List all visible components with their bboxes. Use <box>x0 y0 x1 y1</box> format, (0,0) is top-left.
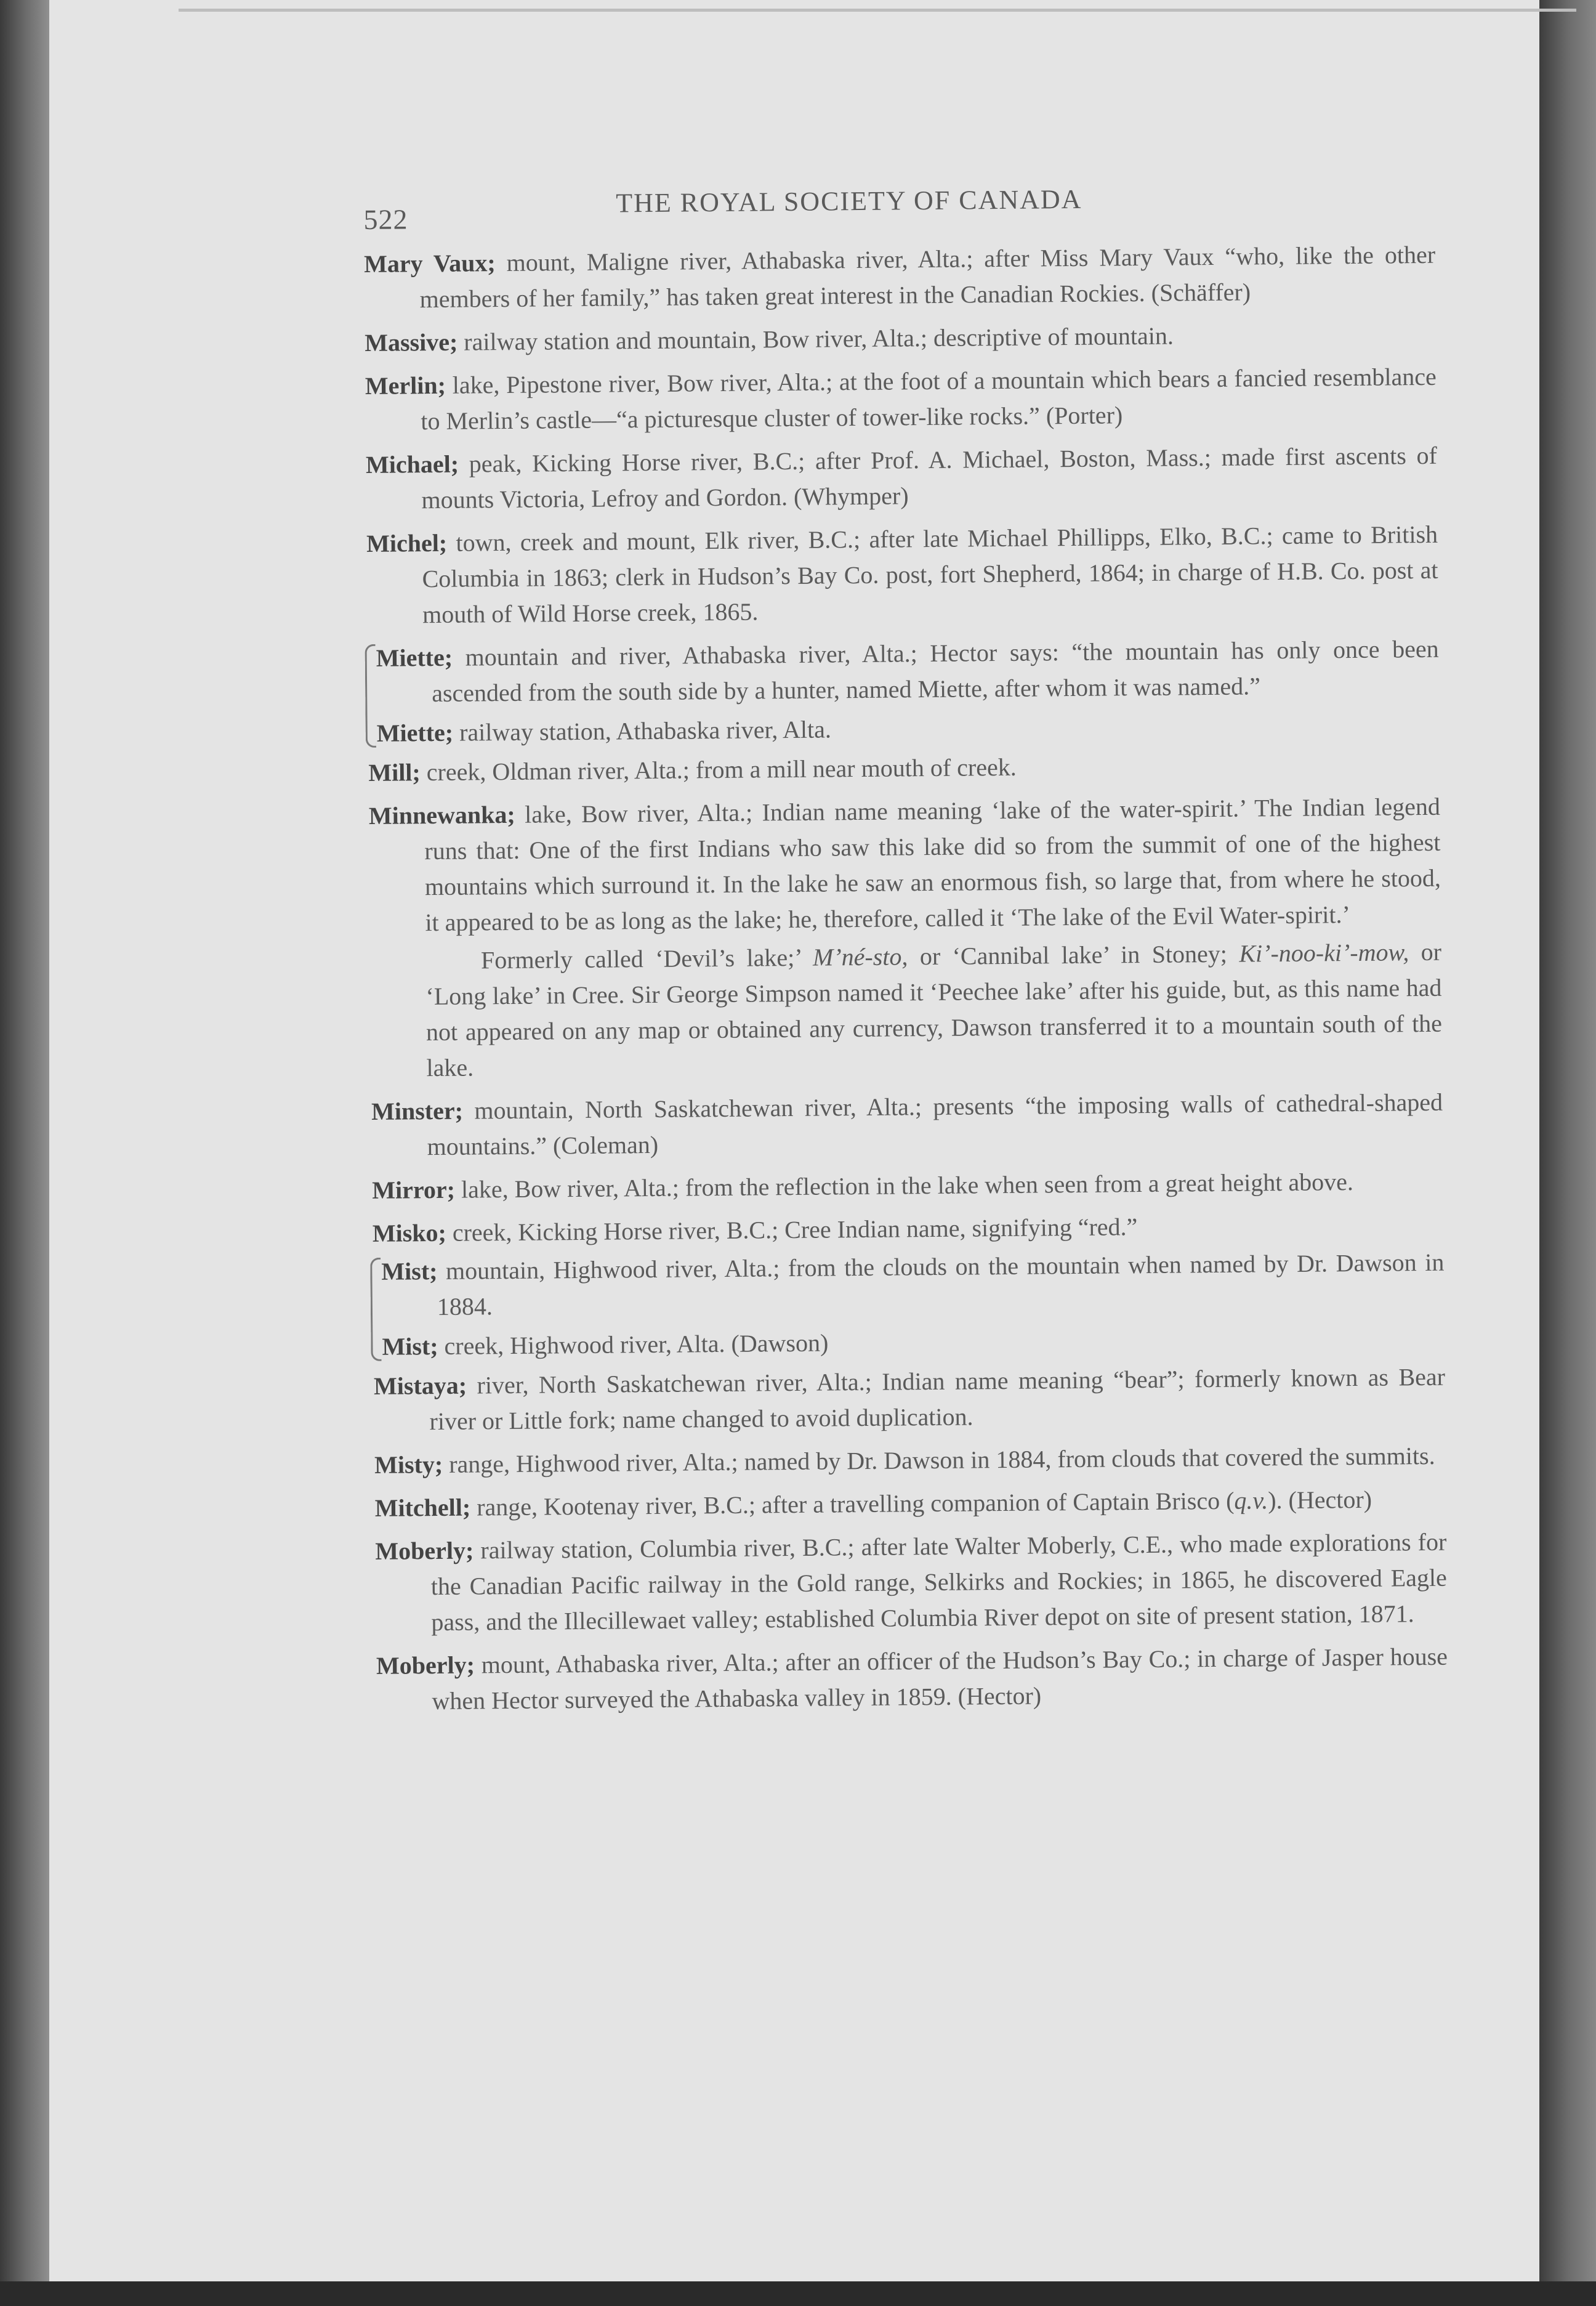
page-top-edge <box>179 9 1576 12</box>
entry-text: or ‘Long lake’ in Cree. Sir George Simpson named it ‘Peechee lake’ after his guide, but, as this name had not appeared on any map or obtained any currency, Dawson transferred it to a mountain south of the lake. <box>425 937 1443 1082</box>
entry-headword: Mirror; <box>372 1175 456 1204</box>
brace-icon <box>365 644 376 748</box>
entry-headword: Michel; <box>366 528 448 557</box>
entry-mirror <box>372 1163 1443 1208</box>
scan-bottom-edge <box>0 2281 1596 2306</box>
entry-headword: Minster; <box>371 1096 464 1125</box>
brace-icon <box>370 1258 381 1361</box>
entry-text: creek, Highwood river, Alta. (Dawson) <box>444 1329 829 1360</box>
entry-headword: Mist; <box>382 1332 438 1361</box>
entry-text: lake, Bow river, Alta.; Indian name meaning ‘lake of the water-spirit.’ The Indian legend runs that: One of the first Indians who saw this lake did so from the summit of one of the highest mountains which surround it. In the lake he saw an enormous fish, so large that, from where he stood, it appeared to be as long as the lake; he, therefore, called it ‘The lake of the Evil Water-spirit.’ <box>424 792 1441 937</box>
entry-text: ). (Hector) <box>1268 1485 1372 1515</box>
mist-bracket-group <box>381 1245 1445 1365</box>
entry-mist-mountain <box>381 1245 1445 1325</box>
entry-text: lake, Bow river, Alta.; from the reflection in the lake when seen from a great height above. <box>461 1168 1354 1204</box>
entry-headword: Miette; <box>376 643 453 672</box>
entry-minster <box>371 1085 1443 1165</box>
entry-headword: Misty; <box>374 1450 443 1479</box>
entry-headword: Miette; <box>376 718 454 747</box>
entry-text: railway station, Columbia river, B.C.; after late Walter Moberly, C.E., who made explorations for the Canadian Pacific railway in the Gold range, Selkirks and Rockies; in 1865, he discovered Eagle pass, and the Illecillewaet valley; established Columbia River depot on site of present station, 1871. <box>430 1527 1447 1636</box>
page-content <box>363 176 1448 1727</box>
entry-text: mountain, Highwood river, Alta.; from the clouds on the mountain when named by Dr. Dawson in 1884. <box>437 1248 1445 1321</box>
entry-italic-term: M’né-sto, <box>812 942 908 971</box>
entry-massive <box>365 316 1436 361</box>
entry-headword: Mill; <box>368 758 421 787</box>
entry-minnewanka-continued <box>370 934 1443 1086</box>
entry-mitchell <box>375 1481 1446 1526</box>
entry-headword: Minnewanka; <box>368 800 515 830</box>
running-head-title: THE ROYAL SOCIETY OF CANADA <box>616 184 1082 219</box>
entry-text: town, creek and mount, Elk river, B.C.; after late Michael Phillipps, Elko, B.C.; came to British Columbia in 1863; clerk in Hudson’s Bay Co. post, fort Shepherd, 1864; in charge of H.B. Co. post at mouth of Wild Horse creek, 1865. <box>422 520 1438 629</box>
entry-text: peak, Kicking Horse river, B.C.; after Prof. A. Michael, Boston, Mass.; made first ascents of mounts Victoria, Lefroy and Gordon. (Whymper) <box>421 441 1438 514</box>
entry-text: lake, Pipestone river, Bow river, Alta.; at the foot of a mountain which bears a fancied resemblance to Merlin’s castle—“a picturesque cluster of tower-like rocks.” (Porter) <box>421 362 1437 435</box>
entry-mistaya <box>374 1359 1446 1440</box>
entry-misko <box>373 1207 1444 1252</box>
entry-text: creek, Oldman river, Alta.; from a mill near mouth of creek. <box>426 753 1017 787</box>
entry-headword: Michael; <box>365 450 459 479</box>
page-number: 522 <box>363 203 408 235</box>
entry-italic-term: Ki’-noo-ki’-mow, <box>1239 938 1409 968</box>
entry-minnewanka <box>369 789 1441 941</box>
entry-text: mountain and river, Athabaska river, Alta.; Hector says: “the mountain has only once been ascended from the south side by a hunter, named Miette, after whom it was named.” <box>432 634 1439 708</box>
miette-bracket-group <box>376 631 1440 751</box>
entry-headword: Moberly; <box>376 1651 475 1680</box>
entry-headword: Mistaya; <box>373 1371 467 1400</box>
entry-text: mount, Athabaska river, Alta.; after an officer of the Hudson’s Bay Co.; in charge of Jasper house when Hector surveyed the Athabaska valley in 1859. (Hector) <box>432 1642 1448 1715</box>
entry-text: mount, Maligne river, Athabaska river, Alta.; after Miss Mary Vaux “who, like the other members of her family,” has taken great interest in the Canadian Rockies. (Schäffer) <box>419 240 1436 314</box>
entry-headword: Massive; <box>365 328 458 357</box>
entry-miette-station <box>377 706 1440 751</box>
entry-text: creek, Kicking Horse river, B.C.; Cree Indian name, signifying “red.” <box>452 1213 1138 1247</box>
entry-michel <box>366 517 1438 633</box>
entry-moberly-station <box>375 1524 1447 1641</box>
entry-text: railway station, Athabaska river, Alta. <box>459 715 832 746</box>
entry-headword: Misko; <box>372 1218 447 1247</box>
entry-headword: Moberly; <box>375 1536 474 1565</box>
entry-mist-creek <box>382 1320 1445 1365</box>
entry-mill <box>368 746 1440 791</box>
entry-text: Formerly called ‘Devil’s lake;’ <box>480 943 801 974</box>
entry-text: railway station and mountain, Bow river, Alta.; descriptive of mountain. <box>464 322 1174 356</box>
entry-headword: Mitchell; <box>374 1493 471 1522</box>
scan-left-edge <box>0 0 55 2306</box>
entry-text: or ‘Cannibal lake’ in Stoney; <box>919 939 1228 971</box>
entry-headword: Mary Vaux; <box>363 249 496 278</box>
entry-headword: Merlin; <box>365 371 446 400</box>
entry-text: mountain, North Saskatchewan river, Alta.; presents “the imposing walls of cathedral-shaped mountains.” (Coleman) <box>427 1088 1443 1161</box>
entry-text: river, North Saskatchewan river, Alta.; Indian name meaning “bear”; formerly known as Bear river or Little fork; name changed to avoid duplication. <box>429 1362 1446 1436</box>
scan-right-edge <box>1539 0 1596 2306</box>
entry-headword: Mist; <box>381 1257 438 1285</box>
entry-italic-term: q.v. <box>1234 1486 1268 1515</box>
entry-misty <box>374 1438 1446 1483</box>
entry-michael <box>366 438 1438 519</box>
running-head <box>363 176 1435 240</box>
entry-mary-vaux <box>364 237 1436 318</box>
entry-miette-mountain <box>376 631 1439 712</box>
entry-text: range, Kootenay river, B.C.; after a travelling companion of Captain Brisco ( <box>477 1486 1235 1521</box>
entry-moberly-mount <box>376 1639 1448 1720</box>
entry-merlin <box>365 359 1437 440</box>
entry-text: range, Highwood river, Alta.; named by Dr. Dawson in 1884, from clouds that covered the summits. <box>449 1441 1435 1478</box>
